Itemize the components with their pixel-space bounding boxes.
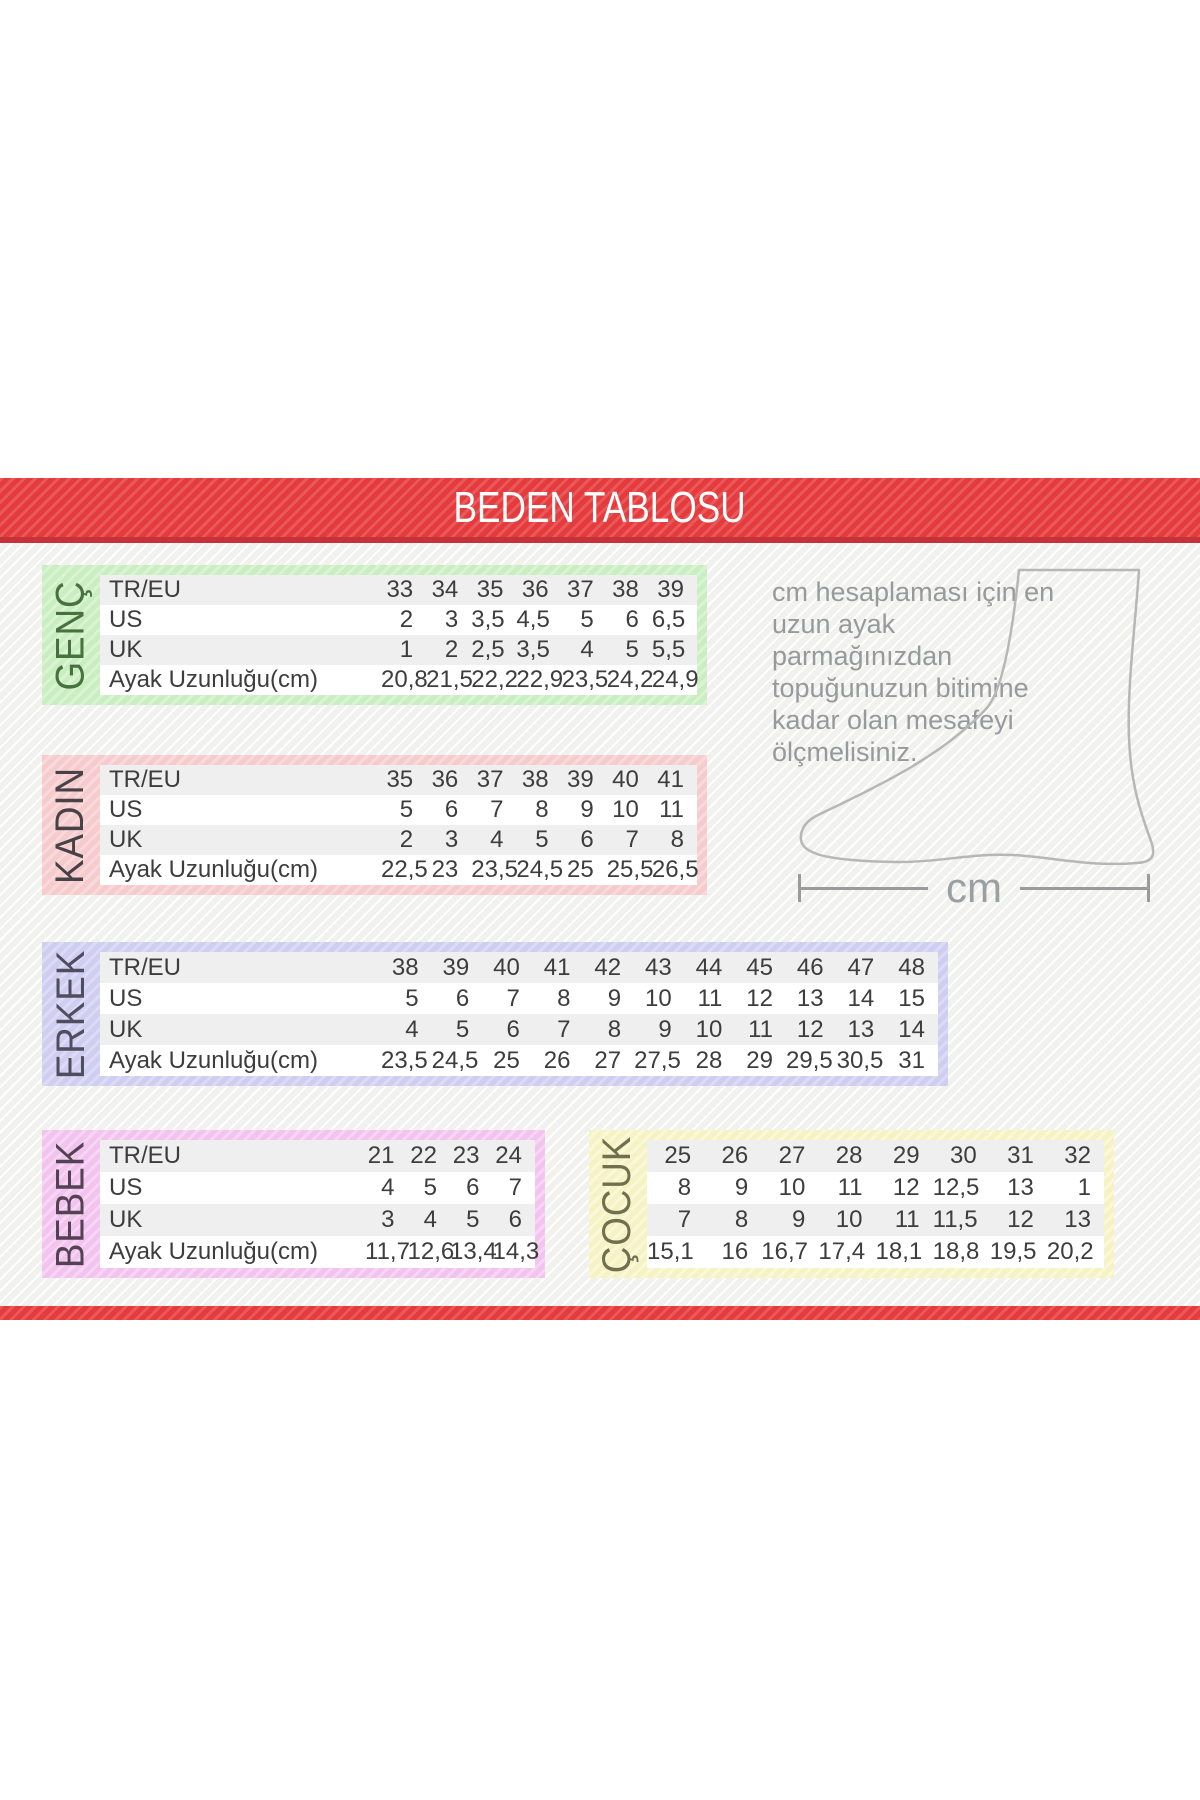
note-line: uzun ayak parmağınızdan xyxy=(772,609,953,671)
foot-outline-path xyxy=(801,570,1153,864)
side-label-text: ÇOCUK xyxy=(595,1135,640,1273)
size-table-genc-side-label xyxy=(42,565,100,705)
size-table-kadin xyxy=(42,755,707,895)
size-value-cell: 7 xyxy=(677,1206,692,1233)
size-value-cell: 20,2 xyxy=(1046,1238,1094,1265)
size-value-cell: 11,7 xyxy=(365,1238,410,1265)
size-value-cell: 27,5 xyxy=(634,1046,681,1074)
note-line: ölçmelisiniz. xyxy=(772,737,918,767)
size-value-cell: 23 xyxy=(431,856,459,883)
size-value-cell: 1 xyxy=(399,636,414,663)
row-label: US xyxy=(109,984,143,1012)
size-value-cell: 30,5 xyxy=(836,1046,884,1074)
size-table-cocuk xyxy=(589,1130,1114,1278)
size-table xyxy=(647,1140,1104,1268)
size-value-cell: 8 xyxy=(607,1015,622,1043)
size-value-cell: 5 xyxy=(625,636,639,663)
size-value-cell: 25,5 xyxy=(606,856,654,883)
size-value-cell: 8 xyxy=(535,796,549,823)
size-table xyxy=(100,575,697,695)
side-label-text: GENÇ xyxy=(48,579,93,691)
size-row xyxy=(100,575,697,605)
size-value-cell: 14 xyxy=(847,984,875,1012)
size-value-cell: 4 xyxy=(381,1174,395,1201)
size-value-cell: 3,5 xyxy=(516,636,550,663)
row-label: TR/EU xyxy=(109,576,181,603)
size-value-cell: 21 xyxy=(367,1142,395,1169)
size-value-cell: 29 xyxy=(892,1142,920,1169)
size-value-cell: 8 xyxy=(734,1206,749,1233)
size-value-cell: 6 xyxy=(466,1174,480,1201)
size-value-cell: 12 xyxy=(1007,1206,1034,1233)
row-label: US xyxy=(109,796,143,823)
size-value-cell: 37 xyxy=(567,576,594,603)
size-table-cocuk-side-label xyxy=(589,1130,647,1278)
row-label: Ayak Uzunluğu(cm) xyxy=(109,856,318,883)
size-value-cell: 11 xyxy=(894,1206,920,1233)
size-value-cell: 10 xyxy=(645,984,672,1012)
size-value-cell: 6 xyxy=(580,826,594,853)
size-value-cell: 38 xyxy=(391,953,419,981)
size-value-cell: 38 xyxy=(612,576,639,603)
size-value-cell: 28 xyxy=(695,1046,723,1074)
size-value-cell: 37 xyxy=(476,766,504,793)
size-value-cell: 12 xyxy=(796,1015,824,1043)
size-row xyxy=(100,1014,938,1045)
size-value-cell: 7 xyxy=(557,1015,571,1043)
note-line: cm hesaplaması için en xyxy=(772,577,1055,607)
size-value-cell: 3 xyxy=(444,826,459,853)
size-value-cell: 6 xyxy=(508,1206,522,1233)
size-value-cell: 12 xyxy=(892,1174,920,1201)
row-label: Ayak Uzunluğu(cm) xyxy=(109,1046,318,1074)
size-value-cell: 20,8 xyxy=(381,666,428,693)
size-value-cell: 22,2 xyxy=(471,666,518,693)
size-value-cell: 2,5 xyxy=(471,636,505,663)
size-value-cell: 47 xyxy=(847,953,875,981)
measure-segment-right xyxy=(1020,887,1147,890)
size-value-cell: 29,5 xyxy=(786,1046,833,1074)
size-value-cell: 5 xyxy=(399,796,414,823)
size-value-cell: 27 xyxy=(594,1046,622,1074)
size-value-cell: 15 xyxy=(898,984,925,1012)
size-value-cell: 42 xyxy=(594,953,622,981)
size-value-cell: 44 xyxy=(695,953,723,981)
foot-illustration xyxy=(790,560,1162,890)
size-row xyxy=(100,1140,535,1172)
size-value-cell: 8 xyxy=(670,826,684,853)
size-value-cell: 6 xyxy=(444,796,459,823)
size-value-cell: 2 xyxy=(399,606,414,633)
size-value-cell: 39 xyxy=(442,953,470,981)
size-table xyxy=(100,765,697,885)
size-value-cell: 40 xyxy=(612,766,639,793)
size-value-cell: 5 xyxy=(423,1174,437,1201)
size-value-cell: 23,5 xyxy=(561,666,609,693)
size-value-cell: 13,4 xyxy=(450,1238,497,1265)
size-value-cell: 5 xyxy=(580,606,594,633)
size-value-cell: 10 xyxy=(695,1015,723,1043)
size-value-cell: 28 xyxy=(835,1142,863,1169)
size-value-cell: 13 xyxy=(847,1015,875,1043)
row-label: US xyxy=(109,606,143,633)
size-value-cell: 26 xyxy=(543,1046,571,1074)
size-value-cell: 18,8 xyxy=(932,1238,980,1265)
size-value-cell: 5 xyxy=(455,1015,470,1043)
size-value-cell: 3 xyxy=(381,1206,395,1233)
size-value-cell: 2 xyxy=(399,826,414,853)
row-label: UK xyxy=(109,636,143,663)
size-value-cell: 10 xyxy=(612,796,639,823)
header-banner xyxy=(0,478,1200,543)
size-value-cell: 34 xyxy=(431,576,459,603)
row-label: UK xyxy=(109,1015,143,1043)
size-row xyxy=(100,795,697,825)
size-value-cell: 22,9 xyxy=(516,666,564,693)
size-value-cell: 26,5 xyxy=(651,856,699,883)
size-value-cell: 8 xyxy=(557,984,571,1012)
size-value-cell: 15,1 xyxy=(647,1238,694,1265)
size-value-cell: 4 xyxy=(405,1015,419,1043)
size-value-cell: 11 xyxy=(659,796,684,823)
note-line: topuğunuzun bitimine xyxy=(772,673,1029,703)
size-value-cell: 35 xyxy=(386,766,414,793)
size-value-cell: 36 xyxy=(431,766,459,793)
row-label: UK xyxy=(109,1206,143,1233)
row-label: Ayak Uzunluğu(cm) xyxy=(109,666,318,693)
size-value-cell: 11 xyxy=(697,984,723,1012)
size-value-cell: 33 xyxy=(386,576,414,603)
size-row xyxy=(647,1172,1104,1204)
size-value-cell: 4 xyxy=(423,1206,437,1233)
size-value-cell: 14 xyxy=(898,1015,925,1043)
size-row xyxy=(100,605,697,635)
size-table-genc xyxy=(42,565,707,705)
size-value-cell: 46 xyxy=(796,953,824,981)
size-value-cell: 22 xyxy=(410,1142,437,1169)
size-value-cell: 7 xyxy=(508,1174,522,1201)
footer-bar xyxy=(0,1306,1200,1320)
size-value-cell: 48 xyxy=(898,953,925,981)
size-value-cell: 24 xyxy=(495,1142,522,1169)
size-value-cell: 25 xyxy=(493,1046,520,1074)
size-value-cell: 16 xyxy=(721,1238,749,1265)
size-value-cell: 36 xyxy=(521,576,549,603)
size-table xyxy=(100,952,938,1076)
size-value-cell: 11 xyxy=(837,1174,863,1201)
size-row xyxy=(647,1204,1104,1236)
measure-segment-left xyxy=(801,887,928,890)
size-value-cell: 7 xyxy=(506,984,520,1012)
cm-label: cm xyxy=(946,864,1002,911)
size-value-cell: 11,5 xyxy=(932,1206,978,1233)
size-value-cell: 30 xyxy=(950,1142,977,1169)
size-value-cell: 27 xyxy=(778,1142,806,1169)
size-value-cell: 43 xyxy=(645,953,672,981)
size-table-bebek-side-label xyxy=(42,1130,100,1278)
size-value-cell: 35 xyxy=(476,576,504,603)
size-value-cell: 14,3 xyxy=(492,1238,540,1265)
size-value-cell: 31 xyxy=(1007,1142,1034,1169)
size-value-cell: 18,1 xyxy=(875,1238,923,1265)
size-row xyxy=(100,665,697,695)
size-table-surface xyxy=(100,765,697,885)
row-label: TR/EU xyxy=(109,953,181,981)
row-label: US xyxy=(109,1174,143,1201)
size-value-cell: 6,5 xyxy=(651,606,686,633)
size-table xyxy=(100,1140,540,1268)
size-value-cell: 29 xyxy=(746,1046,773,1074)
size-value-cell: 32 xyxy=(1064,1142,1091,1169)
size-value-cell: 7 xyxy=(625,826,639,853)
measure-tick-right xyxy=(1147,874,1150,902)
size-value-cell: 38 xyxy=(521,766,549,793)
size-value-cell: 10 xyxy=(778,1174,806,1201)
size-value-cell: 39 xyxy=(657,576,684,603)
size-value-cell: 13 xyxy=(1064,1206,1091,1233)
row-label: Ayak Uzunluğu(cm) xyxy=(109,1238,318,1265)
size-table-kadin-side-label xyxy=(42,755,100,895)
row-label: UK xyxy=(109,826,143,853)
size-table-surface xyxy=(100,1140,540,1268)
size-row xyxy=(100,765,697,795)
size-value-cell: 24,9 xyxy=(651,666,699,693)
size-value-cell: 9 xyxy=(792,1206,806,1233)
size-value-cell: 41 xyxy=(543,953,571,981)
size-value-cell: 10 xyxy=(835,1206,863,1233)
size-value-cell: 24,2 xyxy=(606,666,654,693)
size-value-cell: 17,4 xyxy=(818,1238,866,1265)
size-value-cell: 9 xyxy=(580,796,594,823)
size-value-cell: 12 xyxy=(746,984,773,1012)
size-value-cell: 5,5 xyxy=(651,636,686,663)
size-value-cell: 24,5 xyxy=(516,856,564,883)
size-row xyxy=(100,952,938,983)
size-value-cell: 9 xyxy=(607,984,622,1012)
size-value-cell: 13 xyxy=(1007,1174,1034,1201)
note-line: kadar olan mesafeyi xyxy=(772,705,1014,735)
size-table-erkek xyxy=(42,942,948,1086)
size-value-cell: 26 xyxy=(721,1142,749,1169)
size-value-cell: 5 xyxy=(466,1206,480,1233)
size-value-cell: 4 xyxy=(580,636,594,663)
size-value-cell: 25 xyxy=(567,856,594,883)
size-row xyxy=(100,1172,535,1204)
size-table-surface xyxy=(647,1140,1104,1268)
size-value-cell: 1 xyxy=(1077,1174,1091,1201)
side-label-text: ERKEK xyxy=(48,949,93,1079)
size-value-cell: 22,5 xyxy=(381,856,428,883)
size-row xyxy=(100,983,938,1014)
size-table-erkek-side-label xyxy=(42,942,100,1086)
size-row xyxy=(647,1140,1104,1172)
row-label: TR/EU xyxy=(109,1142,181,1169)
size-row xyxy=(100,1204,535,1236)
size-row xyxy=(100,1045,938,1076)
size-row xyxy=(100,825,697,855)
size-row xyxy=(100,635,697,665)
size-value-cell: 23,5 xyxy=(381,1046,428,1074)
size-value-cell: 40 xyxy=(493,953,520,981)
size-value-cell: 4,5 xyxy=(516,606,550,633)
size-table-surface xyxy=(100,575,697,695)
size-value-cell: 5 xyxy=(405,984,419,1012)
size-value-cell: 6 xyxy=(506,1015,520,1043)
size-value-cell: 24,5 xyxy=(431,1046,479,1074)
row-label: TR/EU xyxy=(109,766,181,793)
size-value-cell: 45 xyxy=(746,953,773,981)
size-value-cell: 9 xyxy=(734,1174,749,1201)
size-value-cell: 23,5 xyxy=(471,856,518,883)
size-value-cell: 12,5 xyxy=(932,1174,980,1201)
side-label-text: KADIN xyxy=(48,766,93,884)
side-label-text: BEBEK xyxy=(48,1140,93,1268)
size-value-cell: 19,5 xyxy=(989,1238,1037,1265)
size-value-cell: 31 xyxy=(898,1046,925,1074)
size-value-cell: 3,5 xyxy=(471,606,505,633)
size-value-cell: 25 xyxy=(664,1142,692,1169)
size-value-cell: 9 xyxy=(658,1015,672,1043)
size-value-cell: 2 xyxy=(444,636,459,663)
size-value-cell: 12,6 xyxy=(407,1238,455,1265)
cm-measure-line xyxy=(798,864,1150,911)
size-value-cell: 7 xyxy=(490,796,504,823)
size-table-surface xyxy=(100,952,938,1076)
size-value-cell: 23 xyxy=(452,1142,480,1169)
size-table-bebek xyxy=(42,1130,545,1278)
size-value-cell: 5 xyxy=(535,826,549,853)
size-row xyxy=(100,1236,535,1268)
size-value-cell: 21,5 xyxy=(426,666,473,693)
size-value-cell: 6 xyxy=(625,606,639,633)
size-value-cell: 3 xyxy=(444,606,459,633)
size-value-cell: 11 xyxy=(748,1015,773,1043)
size-value-cell: 6 xyxy=(455,984,470,1012)
size-row xyxy=(100,855,697,885)
size-row xyxy=(647,1236,1104,1268)
size-value-cell: 16,7 xyxy=(761,1238,808,1265)
size-value-cell: 13 xyxy=(796,984,824,1012)
size-value-cell: 8 xyxy=(677,1174,692,1201)
size-value-cell: 39 xyxy=(567,766,594,793)
size-value-cell: 4 xyxy=(490,826,504,853)
page-title: BEDEN TABLOSU xyxy=(453,482,747,532)
size-value-cell: 41 xyxy=(657,766,684,793)
